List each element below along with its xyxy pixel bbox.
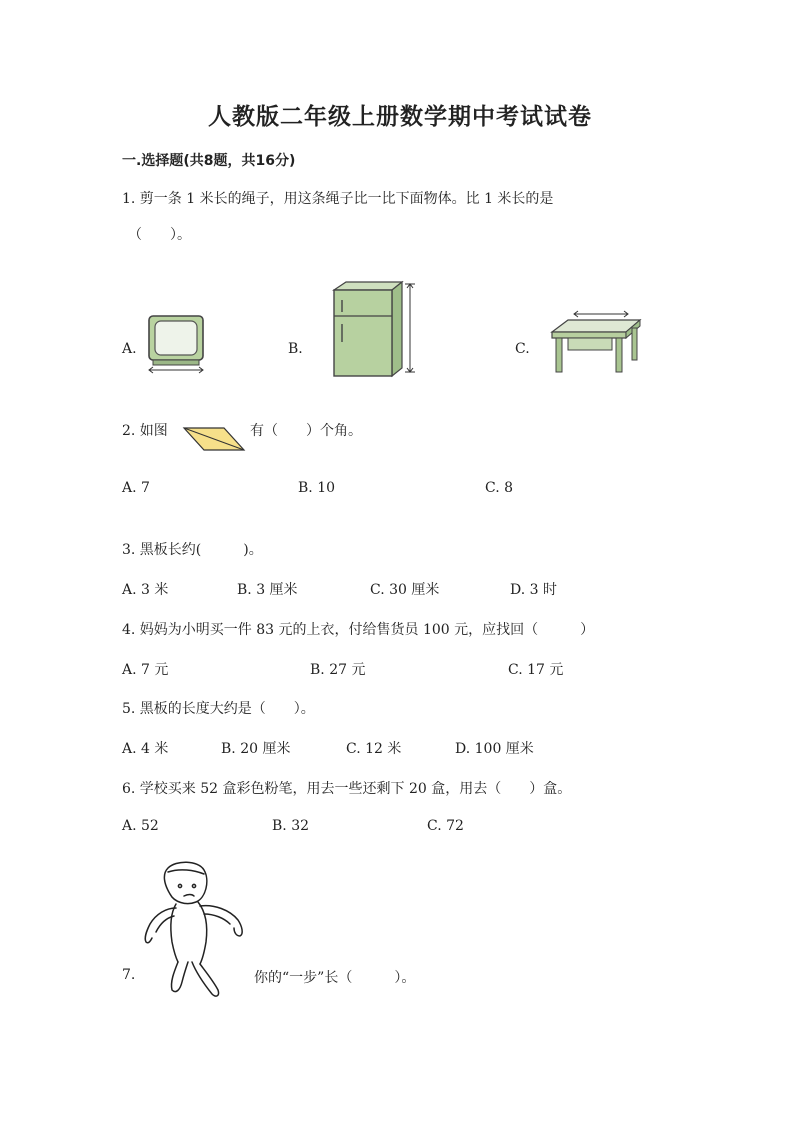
question-5-option-c[interactable]: C. 12 米 — [346, 741, 402, 757]
question-4-option-c[interactable]: C. 17 元 — [508, 662, 564, 678]
question-5-text: 5. 黑板的长度大约是（ ）。 — [122, 701, 315, 717]
question-6-text: 6. 学校买来 52 盒彩色粉笔，用去一些还剩下 20 盒，用去（ ）盒。 — [122, 781, 572, 797]
question-4-text: 4. 妈妈为小明买一件 83 元的上衣，付给售货员 100 元，应找回（ ） — [122, 622, 595, 638]
section-heading: 一.选择题(共8题，共16分) — [122, 153, 296, 169]
tv-icon — [145, 312, 207, 376]
question-2-prefix: 2. 如图 — [122, 423, 168, 439]
question-6-option-c[interactable]: C. 72 — [427, 818, 464, 834]
question-2-suffix: 有（ ）个角。 — [250, 423, 362, 439]
question-5-option-b[interactable]: B. 20 厘米 — [221, 741, 291, 757]
question-6-option-a[interactable]: A. 52 — [122, 818, 159, 834]
question-1-option-b[interactable]: B. — [288, 341, 303, 357]
question-3-option-b[interactable]: B. 3 厘米 — [237, 582, 298, 598]
question-4-option-b[interactable]: B. 27 元 — [310, 662, 366, 678]
question-2-option-c[interactable]: C. 8 — [485, 480, 514, 496]
question-2-option-a[interactable]: A. 7 — [122, 480, 150, 496]
question-7-suffix: 你的“一步”长（ ）。 — [254, 970, 416, 986]
question-2-option-b[interactable]: B. 10 — [298, 480, 336, 496]
question-6-option-b[interactable]: B. 32 — [272, 818, 310, 834]
question-1-option-c[interactable]: C. — [515, 341, 530, 357]
question-4-option-a[interactable]: A. 7 元 — [122, 662, 169, 678]
question-1-option-a[interactable]: A. — [122, 341, 137, 357]
question-1-text: 1. 剪一条 1 米长的绳子，用这条绳子比一比下面物体。比 1 米长的是 — [122, 191, 554, 207]
question-3-option-c[interactable]: C. 30 厘米 — [370, 582, 440, 598]
refrigerator-icon — [330, 280, 420, 378]
question-5-option-a[interactable]: A. 4 米 — [122, 741, 169, 757]
question-3-text: 3. 黑板长约( )。 — [122, 542, 263, 558]
question-7-prefix: 7. — [122, 967, 136, 983]
question-3-option-d[interactable]: D. 3 时 — [510, 582, 557, 598]
walking-person-icon — [140, 858, 250, 1002]
question-3-option-a[interactable]: A. 3 米 — [122, 582, 169, 598]
table-icon — [548, 308, 644, 376]
question-1-blank: （ ）。 — [128, 227, 191, 243]
page-title: 人教版二年级上册数学期中考试试卷 — [208, 104, 592, 130]
parallelogram-icon — [182, 424, 246, 454]
question-5-option-d[interactable]: D. 100 厘米 — [455, 741, 534, 757]
